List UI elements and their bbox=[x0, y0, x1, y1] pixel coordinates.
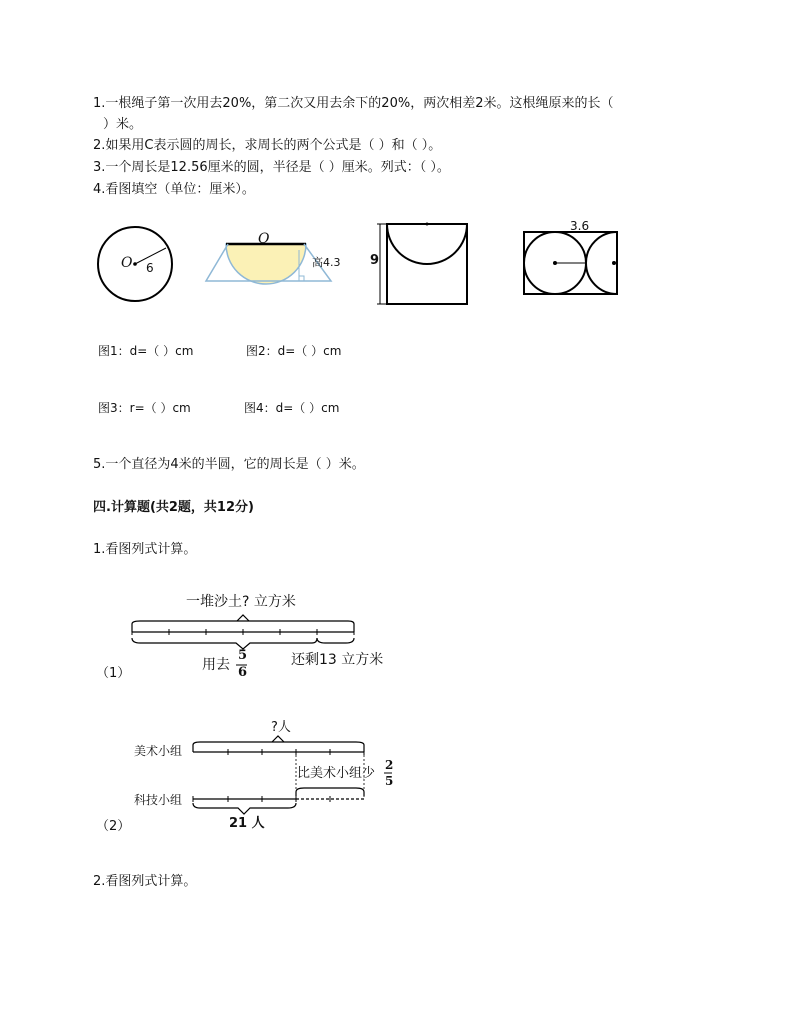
question-5: 5.一个直径为4米的半圆，它的周长是（ ）米。 bbox=[93, 457, 365, 472]
diagram-2-count-label: 21 人 bbox=[229, 816, 265, 831]
figure-2-blank: 图2：d=（ ）cm bbox=[246, 344, 342, 358]
figure-2-center-label: O bbox=[258, 231, 270, 247]
figure-4-blank: 图4：d=（ ）cm bbox=[244, 401, 340, 415]
diagram-2-top-label: ?人 bbox=[271, 720, 291, 735]
diagram-1-index: （1） bbox=[96, 666, 131, 681]
figure-1-blank: 图1：d=（ ）cm bbox=[98, 344, 194, 358]
diagram-1-top-label: 一堆沙土? 立方米 bbox=[186, 594, 296, 610]
section-4-heading: 四.计算题(共2题，共12分) bbox=[93, 500, 254, 515]
diagram-1-remain-label: 还剩13 立方米 bbox=[291, 652, 384, 668]
figure-1-center-label: O bbox=[121, 255, 133, 271]
diagram-1-used-fraction-denominator: 6 bbox=[238, 665, 248, 680]
diagram-2-less-label: 比美术小组少 bbox=[297, 766, 376, 781]
question-4: 4.看图填空（单位：厘米）。 bbox=[93, 182, 255, 197]
figure-4-length-label: 3.6 bbox=[570, 219, 590, 233]
question-3: 3.一个周长是12.56厘米的圆，半径是（ ）厘米。列式：（ ）。 bbox=[93, 160, 450, 175]
section-4-question-1: 1.看图列式计算。 bbox=[93, 542, 197, 557]
diagram-2-tech-label: 科技小组 bbox=[134, 793, 183, 807]
figure-2-height-label: 高4.3 bbox=[312, 256, 341, 269]
figure-3-square bbox=[377, 223, 467, 305]
figure-4-rectangle bbox=[524, 232, 617, 294]
question-2: 2.如果用C表示圆的周长，求周长的两个公式是（ ）和（ ）。 bbox=[93, 138, 442, 153]
figure-1-circle bbox=[98, 227, 172, 301]
diagram-1-used-label: 用去 bbox=[202, 657, 230, 673]
diagram-2-index: （2） bbox=[96, 819, 131, 834]
diagram-1-used-fraction-numerator: 5 bbox=[238, 648, 248, 663]
figure-1-radius-label: 6 bbox=[146, 261, 154, 275]
figure-3-blank: 图3：r=（ ）cm bbox=[98, 401, 191, 415]
question-1-line-2: ）米。 bbox=[103, 117, 143, 132]
diagram-2-art-label: 美术小组 bbox=[134, 744, 183, 758]
question-1-line-1: 1.一根绳子第一次用去20%，第二次又用去余下的20%，两次相差2米。这根绳原来的长（ bbox=[93, 96, 614, 111]
figure-3-side-label: 9 bbox=[370, 253, 380, 268]
section-4-question-2: 2.看图列式计算。 bbox=[93, 874, 197, 889]
diagram-2-less-fraction-denominator: 5 bbox=[385, 774, 394, 788]
diagram-2-less-fraction-numerator: 2 bbox=[385, 758, 394, 772]
